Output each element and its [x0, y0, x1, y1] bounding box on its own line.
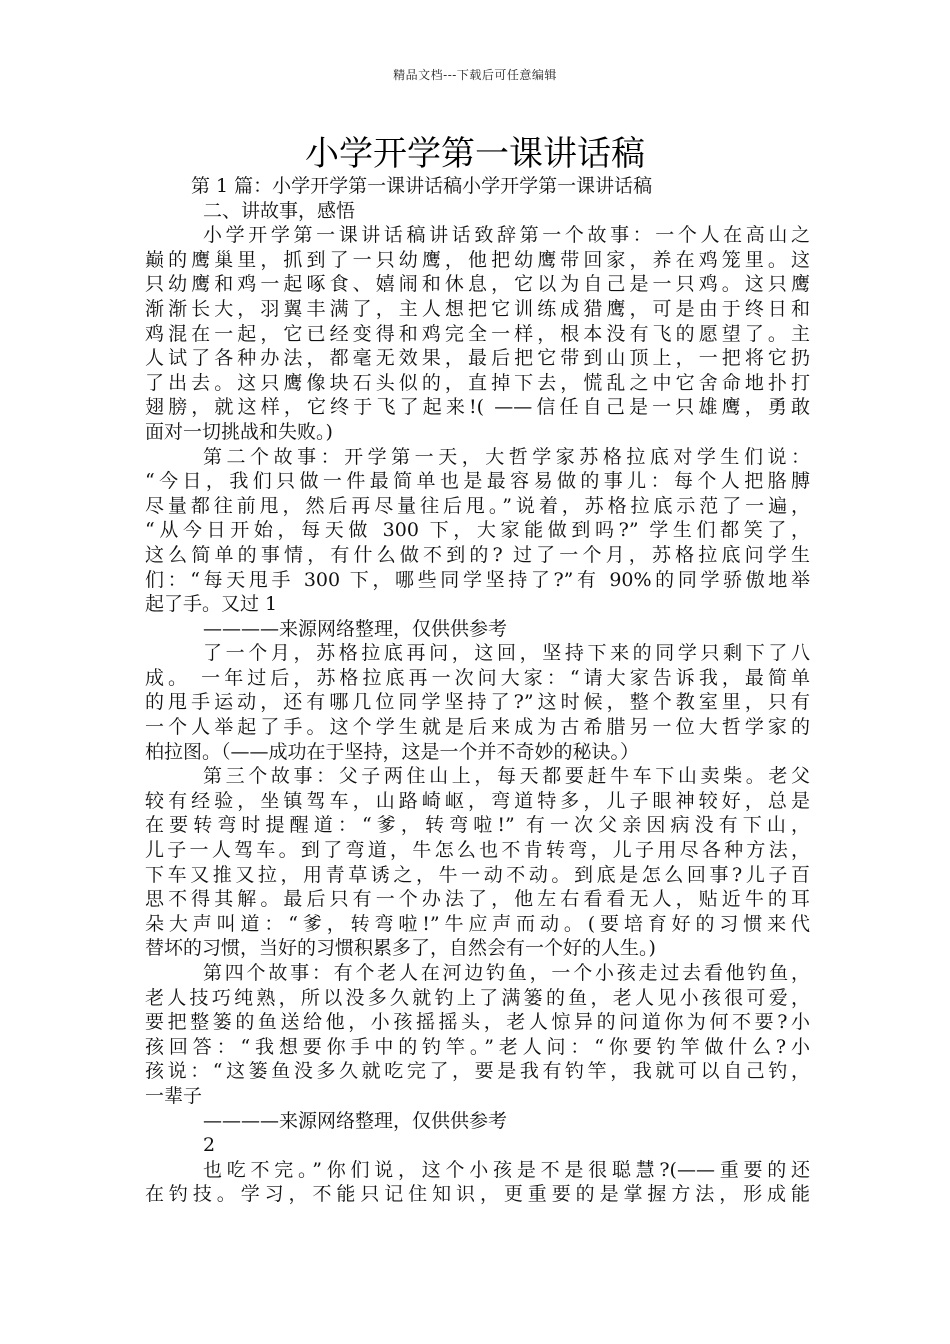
body-line: 孩回答：“我想要你手中的钓竿。”老人问：“你要钓竿做什么?小 [145, 1035, 810, 1058]
body-line: 较有经验，坐镇驾车，山路崎岖，弯道特多，儿子眼神较好，总是 [145, 789, 810, 812]
body-line: 儿子一人驾车。到了弯道，牛怎么也不肯转弯，儿子用尽各种方法， [145, 839, 810, 862]
body-line: 了出去。这只鹰像块石头似的，直掉下去，慌乱之中它舍命地扑打 [145, 371, 810, 394]
page-number: 2 [203, 1134, 216, 1157]
source-note: ————来源网络整理，仅供供参考 [203, 617, 508, 640]
body-line: 第四个故事：有个老人在河边钓鱼，一个小孩走过去看他钓鱼， [203, 962, 810, 984]
body-line: 下车又推又拉，用青草诱之，牛一动不动。到底是怎么回事?儿子百 [145, 863, 810, 886]
subtitle: 第 1 篇：小学开学第一课讲话稿小学开学第一课讲话稿 [191, 175, 653, 197]
body-line: 老人技巧纯熟，所以没多久就钓上了满篓的鱼，老人见小孩很可爱， [145, 986, 810, 1009]
body-line: 起了手。又过 1 [145, 593, 278, 616]
body-line: 巅的鹰巢里，抓到了一只幼鹰，他把幼鹰带回家，养在鸡笼里。这 [145, 248, 810, 271]
body-line: 渐渐长大，羽翼丰满了，主人想把它训练成猎鹰，可是由于终日和 [145, 297, 810, 320]
body-line: 尽量都往前甩，然后再尽量往后甩。”说着，苏格拉底示范了一遍， [145, 494, 810, 517]
page-header-note: 精品文档---下载后可任意编辑 [393, 68, 557, 82]
body-line: 思不得其解。最后只有一个办法了，他左右看看无人，贴近牛的耳 [145, 888, 810, 911]
body-line: 第三个故事：父子两住山上，每天都要赶牛车下山卖柴。老父 [203, 765, 810, 788]
body-line: 们：“每天甩手 300 下，哪些同学坚持了?”有 90%的同学骄傲地举 [145, 568, 810, 591]
body-line: 在钓技。学习，不能只记住知识，更重要的是掌握方法，形成能 [145, 1183, 810, 1206]
body-line: 翅膀，就这样，它终于飞了起来!( ——信任自己是一只雄鹰，勇敢 [145, 396, 810, 419]
body-line: 在要转弯时提醒道：“爹，转弯啦!” 有一次父亲因病没有下山， [145, 814, 810, 837]
body-line: 这么简单的事情，有什么做不到的? 过了一个月，苏格拉底问学生 [145, 543, 810, 566]
body-line: 成。 一年过后，苏格拉底再一次问大家：“请大家告诉我，最简单 [145, 666, 810, 689]
body-line: 替坏的习惯，当好的习惯积累多了，自然会有一个好的人生。) [145, 937, 656, 960]
body-line: 面对一切挑战和失败。) [145, 420, 333, 443]
section-heading: 二、讲故事，感悟 [203, 199, 356, 222]
source-note: ————来源网络整理，仅供供参考 [203, 1109, 508, 1132]
body-line: 只幼鹰和鸡一起啄食、嬉闹和休息，它以为自己是一只鸡。这只鹰 [145, 273, 810, 296]
body-line: 柏拉图。（——成功在于坚持，这是一个并不奇妙的秘诀。） [145, 740, 640, 763]
document-body [145, 174, 810, 1207]
body-line: 了一个月，苏格拉底再问，这回，坚持下来的同学只剩下了八 [203, 642, 810, 665]
body-line: 要把整篓的鱼送给他，小孩摇摇头，老人惊异的问道你为何不要?小 [145, 1011, 810, 1034]
body-line: 一辈子 [145, 1084, 203, 1107]
body-line: 人试了各种办法，都毫无效果，最后把它带到山顶上，一把将它扔 [145, 347, 810, 370]
body-line: 小学开学第一课讲话稿讲话致辞第一个故事：一个人在高山之 [203, 224, 810, 247]
body-line: 也吃不完。”你们说，这个小孩是不是很聪慧?(——重要的还 [203, 1158, 810, 1181]
body-line: 孩说：“这篓鱼没多久就吃完了，要是我有钓竿，我就可以自己钓， [145, 1060, 810, 1083]
body-line: “从今日开始，每天做 300 下，大家能做到吗?” 学生们都笑了， [145, 519, 810, 542]
body-line: 第二个故事：开学第一天，大哲学家苏格拉底对学生们说： [203, 445, 810, 468]
body-line: 的甩手运动，还有哪几位同学坚持了?”这时候，整个教室里，只有 [145, 691, 810, 714]
body-line: “今日，我们只做一件最简单也是最容易做的事儿：每个人把胳膊 [145, 470, 810, 493]
document-title: 小学开学第一课讲话稿 [305, 134, 645, 174]
body-line: 一个人举起了手。这个学生就是后来成为古希腊另一位大哲学家的 [145, 716, 810, 739]
body-line: 鸡混在一起，它已经变得和鸡完全一样，根本没有飞的愿望了。主 [145, 322, 810, 345]
body-line: 朵大声叫道：“爹，转弯啦!”牛应声而动。(要培育好的习惯来代 [145, 912, 810, 935]
